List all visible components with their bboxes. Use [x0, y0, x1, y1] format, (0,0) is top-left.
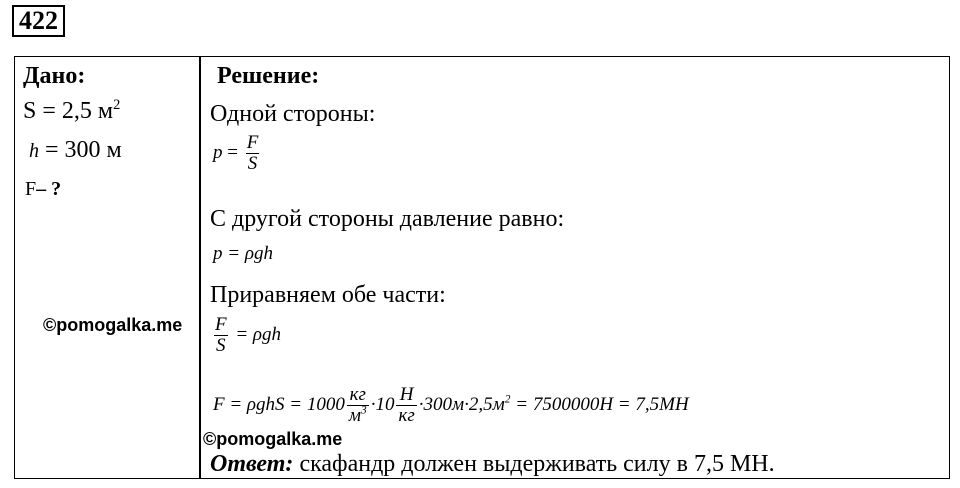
formula-equate — [211, 315, 281, 356]
formula-3-numerator: F — [215, 314, 227, 335]
column-divider — [199, 57, 201, 478]
formula-3-fraction — [213, 315, 229, 356]
formula-4-kg: кг — [349, 384, 366, 405]
formula-1-numerator: F — [246, 132, 259, 153]
formula-1-denominator: S — [247, 153, 258, 174]
formula-4-m3 — [347, 405, 369, 426]
answer-label: Ответ: — [210, 451, 294, 477]
formula-pressure-definition — [213, 133, 262, 174]
solution-text-3: Приравняем обе части: — [210, 282, 446, 308]
formula-4-part-4: = 7500000Н = 7,5МН — [510, 393, 689, 415]
formula-4-m: м — [348, 405, 362, 426]
given-area-exponent: 2 — [113, 97, 121, 113]
solution-sheet — [14, 56, 950, 479]
formula-hydrostatic: p = ρgh — [213, 243, 273, 264]
problem-number: 422 — [12, 5, 65, 37]
formula-4-part-1: F = ρghS = 1000 — [213, 393, 345, 415]
formula-force-calculation — [213, 385, 689, 426]
solution-heading: Решение: — [217, 63, 320, 89]
given-area — [23, 97, 120, 125]
given-unknown — [25, 175, 61, 203]
solution-text-2: С другой стороны давление равно: — [210, 206, 565, 232]
formula-4-kg-2: кг — [398, 405, 415, 426]
formula-4-part-2: ·10 — [370, 393, 395, 415]
watermark-left: ©pomogalka.me — [43, 315, 183, 335]
given-heading: Дано: — [23, 63, 86, 89]
formula-4-m2-exp: 2 — [504, 393, 511, 406]
formula-4-m-exp: 3 — [361, 404, 367, 417]
given-depth — [29, 136, 122, 165]
solution-text-1: Одной стороны: — [210, 101, 376, 127]
formula-4-newton: Н — [399, 384, 414, 405]
watermark-right: ©pomogalka.me — [203, 429, 343, 449]
given-depth-symbol: h — [29, 140, 39, 162]
formula-1-lhs: p — [213, 141, 223, 163]
formula-3-denominator: S — [216, 335, 226, 356]
formula-4-part-3: ·300м·2,5м — [418, 393, 505, 415]
formula-1-fraction — [245, 133, 261, 174]
answer-line — [210, 450, 775, 478]
formula-4-density-unit — [347, 385, 369, 426]
formula-4-gravity-unit — [396, 385, 416, 426]
formula-1-equals: = — [222, 141, 243, 163]
formula-3-rhs: = ρgh — [230, 323, 282, 345]
given-unknown-symbol: F — [25, 178, 37, 200]
given-depth-value: = 300 м — [39, 137, 122, 163]
given-area-text: S = 2,5 м — [23, 98, 114, 124]
answer-text: скафандр должен выдерживать силу в 7,5 МН. — [293, 451, 775, 477]
given-unknown-question: – ? — [36, 178, 62, 200]
